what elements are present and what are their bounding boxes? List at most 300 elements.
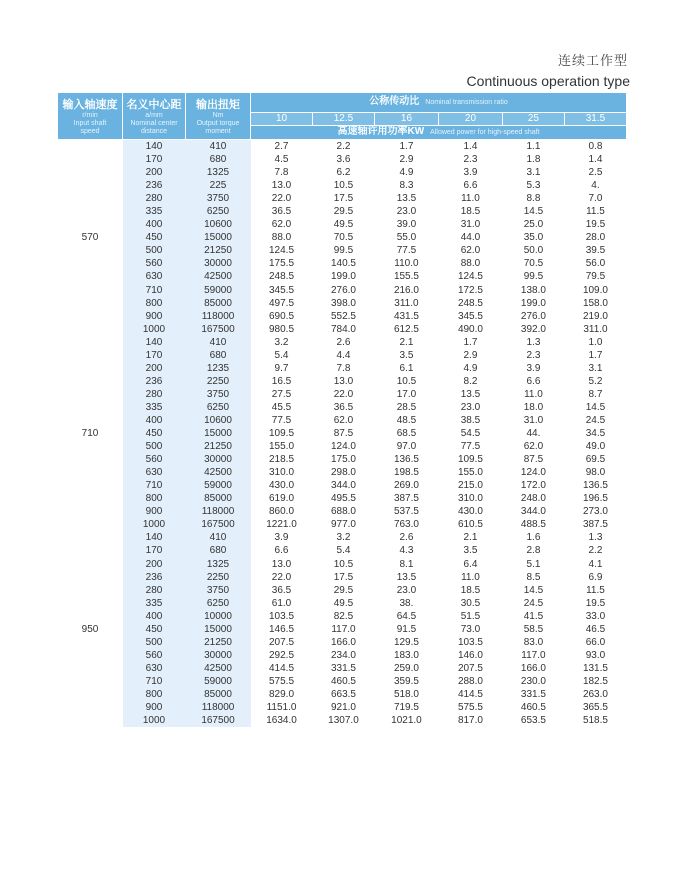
- power-cell: 3.1: [526, 167, 541, 179]
- ratio-header-cell: 25: [502, 113, 564, 126]
- power-cell: 87.5: [523, 454, 544, 466]
- power-cell: 276.0: [520, 310, 546, 322]
- power-cell: 10.5: [333, 180, 354, 192]
- power-cell: 22.0: [271, 193, 292, 205]
- table-row: [58, 558, 627, 571]
- table-row: [58, 492, 627, 505]
- power-cell: 1021.0: [391, 715, 422, 727]
- torque-cell: 6250: [186, 597, 251, 610]
- power-cell: 719.5: [393, 702, 419, 714]
- power-cell: 4.1: [588, 558, 603, 570]
- power-cell: 155.0: [457, 467, 483, 479]
- center-distance-cell: 560: [123, 257, 186, 270]
- center-distance-cell: 280: [123, 192, 186, 205]
- power-cell: 36.5: [271, 206, 292, 218]
- power-cell: 207.5: [268, 636, 295, 648]
- power-cell: 49.5: [333, 597, 354, 609]
- power-cell: 109.0: [582, 284, 608, 296]
- power-cell: 54.5: [460, 428, 481, 440]
- power-cell: 1151.0: [266, 702, 297, 714]
- power-cell: 83.0: [523, 636, 544, 648]
- power-cell: 172.5: [457, 284, 483, 296]
- power-cell: 1221.0: [266, 519, 297, 531]
- power-cell: 7.0: [588, 193, 603, 205]
- table-row: [58, 505, 627, 518]
- center-distance-cell: 200: [123, 362, 186, 375]
- table-row: [58, 531, 627, 544]
- power-cell: 49.0: [585, 441, 606, 453]
- power-cell: 136.5: [582, 480, 608, 492]
- header-center-distance: 名义中心距 a/mm Nominal center distance: [123, 93, 186, 140]
- power-cell: 2.5: [588, 167, 603, 179]
- power-cell: 817.0: [457, 715, 483, 727]
- table-row: [58, 662, 627, 675]
- power-cell: 155.0: [268, 441, 295, 453]
- center-distance-cell: 1000: [123, 714, 186, 727]
- power-cell: 575.5: [457, 702, 483, 714]
- power-cell: 14.5: [523, 584, 544, 596]
- power-cell: 124.5: [457, 271, 483, 283]
- speed-cell: 570: [58, 140, 123, 336]
- power-cell: 175.0: [330, 454, 356, 466]
- torque-cell: 3750: [186, 388, 251, 401]
- power-cell: 73.0: [460, 623, 481, 635]
- center-distance-cell: 236: [123, 179, 186, 192]
- table-row: [58, 375, 627, 388]
- power-cell: 103.5: [457, 636, 483, 648]
- power-cell: 2.3: [463, 154, 478, 166]
- power-cell: 11.5: [586, 206, 605, 218]
- power-cell: 216.0: [393, 284, 419, 296]
- power-cell: 288.0: [457, 675, 483, 687]
- power-cell: 17.5: [333, 193, 354, 205]
- torque-cell: 167500: [186, 518, 251, 531]
- table-row: [58, 166, 627, 179]
- table-row: [58, 140, 627, 154]
- torque-cell: 15000: [186, 623, 251, 636]
- power-cell: 518.0: [393, 688, 419, 700]
- power-cell: 1.6: [526, 532, 541, 544]
- power-cell: 99.5: [523, 271, 544, 283]
- power-cell: 234.0: [330, 649, 356, 661]
- center-distance-cell: 400: [123, 218, 186, 231]
- power-cell: 11.5: [586, 584, 605, 596]
- center-distance-cell: 710: [123, 479, 186, 492]
- power-cell: 77.5: [396, 245, 417, 257]
- power-cell: 1.4: [463, 141, 478, 153]
- power-cell: 3.6: [336, 154, 351, 166]
- power-cell: 977.0: [330, 519, 356, 531]
- power-cell: 175.5: [268, 258, 295, 270]
- power-cell: 6.6: [274, 545, 289, 557]
- power-cell: 6.9: [588, 571, 603, 583]
- power-cell: 19.5: [585, 219, 606, 231]
- power-cell: 182.5: [582, 675, 608, 687]
- power-cell: 22.0: [333, 388, 354, 400]
- power-cell: 1.0: [588, 336, 603, 348]
- power-cell: 298.0: [330, 467, 356, 479]
- table-row: [58, 571, 627, 584]
- torque-cell: 59000: [186, 675, 251, 688]
- power-cell: 8.2: [463, 375, 478, 387]
- power-cell: 2.6: [399, 532, 414, 544]
- power-cell: 2.9: [463, 349, 478, 361]
- power-cell: 431.5: [393, 310, 419, 322]
- power-cell: 6.4: [463, 558, 478, 570]
- torque-cell: 85000: [186, 688, 251, 701]
- power-cell: 1.4: [588, 154, 603, 166]
- power-cell: 612.5: [393, 323, 419, 335]
- power-cell: 4.3: [399, 545, 414, 557]
- power-cell: 16.5: [271, 375, 292, 387]
- power-cell: 129.5: [393, 636, 419, 648]
- power-cell: 763.0: [393, 519, 419, 531]
- torque-cell: 30000: [186, 257, 251, 270]
- power-cell: 11.0: [524, 388, 543, 400]
- center-distance-cell: 500: [123, 636, 186, 649]
- power-cell: 359.5: [393, 675, 419, 687]
- power-cell: 124.0: [520, 467, 546, 479]
- power-cell: 66.0: [585, 636, 606, 648]
- table-row: [58, 257, 627, 270]
- center-distance-cell: 560: [123, 649, 186, 662]
- power-cell: 8.3: [399, 180, 414, 192]
- table-row: [58, 714, 627, 727]
- power-cell: 13.5: [396, 193, 417, 205]
- table-row: [58, 153, 627, 166]
- power-cell: 14.5: [523, 206, 544, 218]
- power-cell: 38.: [399, 597, 414, 609]
- center-distance-cell: 450: [123, 427, 186, 440]
- table-row: [58, 440, 627, 453]
- center-distance-cell: 335: [123, 401, 186, 414]
- power-cell: 61.0: [271, 597, 292, 609]
- power-cell: 829.0: [268, 688, 295, 700]
- torque-cell: 1325: [186, 166, 251, 179]
- power-cell: 331.5: [520, 688, 546, 700]
- power-cell: 17.5: [333, 571, 354, 583]
- power-cell: 207.5: [457, 662, 483, 674]
- power-cell: 365.5: [582, 702, 608, 714]
- table-row: [58, 388, 627, 401]
- power-cell: 136.5: [393, 454, 419, 466]
- power-cell: 58.5: [523, 623, 544, 635]
- power-cell: 784.0: [330, 323, 356, 335]
- power-cell: 109.5: [268, 428, 295, 440]
- power-cell: 117.0: [331, 623, 356, 635]
- power-cell: 490.0: [457, 323, 483, 335]
- table-row: [58, 518, 627, 531]
- power-cell: 19.5: [585, 597, 606, 609]
- power-cell: 55.0: [396, 232, 417, 244]
- power-cell: 18.5: [460, 584, 481, 596]
- table-row: [58, 675, 627, 688]
- power-cell: 29.5: [333, 584, 354, 596]
- speed-cell: 950: [58, 531, 123, 727]
- header-power: 高速轴许用功率KW Allowed power for high-speed shaft: [251, 126, 627, 140]
- center-distance-cell: 170: [123, 153, 186, 166]
- center-distance-cell: 236: [123, 571, 186, 584]
- torque-cell: 118000: [186, 701, 251, 714]
- power-cell: 1307.0: [328, 715, 359, 727]
- power-cell: 79.5: [585, 271, 606, 283]
- power-cell: 497.5: [268, 297, 295, 309]
- power-cell: 99.5: [333, 245, 354, 257]
- power-cell: 1.3: [526, 336, 541, 348]
- power-cell: 17.0: [396, 388, 417, 400]
- torque-cell: 410: [186, 531, 251, 544]
- power-cell: 310.0: [457, 493, 483, 505]
- power-cell: 273.0: [582, 506, 608, 518]
- center-distance-cell: 200: [123, 166, 186, 179]
- power-cell: 6.2: [336, 167, 351, 179]
- power-cell: 62.0: [460, 245, 481, 257]
- table-row: [58, 479, 627, 492]
- torque-cell: 15000: [186, 427, 251, 440]
- torque-cell: 42500: [186, 270, 251, 283]
- power-cell: 7.8: [336, 362, 351, 374]
- power-cell: 124.5: [268, 245, 295, 257]
- power-cell: 146.0: [457, 649, 483, 661]
- torque-cell: 10000: [186, 610, 251, 623]
- power-cell: 11.0: [461, 193, 480, 205]
- power-cell: 9.7: [274, 362, 289, 374]
- power-cell: 430.0: [268, 480, 295, 492]
- table-row: [58, 323, 627, 336]
- power-cell: 215.0: [457, 480, 483, 492]
- power-cell: 36.5: [271, 584, 292, 596]
- table-row: [58, 218, 627, 231]
- power-cell: 663.5: [330, 688, 356, 700]
- power-cell: 276.0: [330, 284, 356, 296]
- power-cell: 488.5: [520, 519, 546, 531]
- power-cell: 4.4: [336, 349, 351, 361]
- power-cell: 56.0: [585, 258, 606, 270]
- power-cell: 13.0: [271, 558, 292, 570]
- power-cell: 31.0: [523, 415, 544, 426]
- power-cell: 23.0: [460, 401, 481, 413]
- center-distance-cell: 630: [123, 466, 186, 479]
- center-distance-cell: 710: [123, 284, 186, 297]
- center-distance-cell: 140: [123, 140, 186, 154]
- power-cell: 460.5: [520, 702, 546, 714]
- power-cell: 537.5: [393, 506, 419, 518]
- power-cell: 3.9: [463, 167, 478, 179]
- power-cell: 34.5: [585, 428, 606, 440]
- center-distance-cell: 500: [123, 440, 186, 453]
- power-cell: 8.7: [588, 388, 603, 400]
- power-cell: 3.2: [336, 532, 351, 544]
- power-cell: 146.5: [268, 623, 295, 635]
- specification-table: [57, 92, 627, 727]
- torque-cell: 21250: [186, 636, 251, 649]
- power-cell: 27.5: [271, 388, 292, 400]
- power-cell: 36.5: [333, 401, 354, 413]
- power-cell: 1.7: [463, 336, 478, 348]
- power-cell: 45.5: [271, 401, 292, 413]
- power-cell: 13.0: [333, 375, 354, 387]
- torque-cell: 10600: [186, 414, 251, 427]
- center-distance-cell: 450: [123, 623, 186, 636]
- table-row: [58, 231, 627, 244]
- power-cell: 2.2: [588, 545, 603, 557]
- torque-cell: 85000: [186, 492, 251, 505]
- torque-cell: 118000: [186, 310, 251, 323]
- power-cell: 398.0: [330, 297, 356, 309]
- power-cell: 10.5: [396, 375, 417, 387]
- power-cell: 3.5: [463, 545, 478, 557]
- power-cell: 2.6: [336, 336, 351, 348]
- power-cell: 69.5: [585, 454, 606, 466]
- power-cell: 155.5: [393, 271, 419, 283]
- ratio-header-cell: 16: [374, 113, 438, 126]
- power-cell: 619.0: [268, 493, 295, 505]
- table-row: [58, 701, 627, 714]
- power-cell: 248.0: [520, 493, 546, 505]
- power-cell: 110.0: [394, 258, 419, 270]
- ratio-header-cell: 20: [438, 113, 502, 126]
- power-cell: 1.7: [588, 349, 603, 361]
- table-row: [58, 336, 627, 349]
- power-cell: 46.5: [585, 623, 606, 635]
- power-cell: 5.4: [336, 545, 351, 557]
- table-row: [58, 310, 627, 323]
- page-title-cn: 连续工作型: [557, 53, 628, 68]
- power-cell: 310.0: [268, 467, 295, 479]
- power-cell: 218.5: [268, 454, 295, 466]
- center-distance-cell: 900: [123, 701, 186, 714]
- power-cell: 49.5: [333, 219, 354, 231]
- power-cell: 263.0: [582, 688, 608, 700]
- power-cell: 28.0: [585, 232, 606, 244]
- power-cell: 5.2: [588, 375, 603, 387]
- power-cell: 414.5: [268, 662, 295, 674]
- power-cell: 70.5: [333, 232, 354, 244]
- power-cell: 29.5: [333, 206, 354, 218]
- table-row: [58, 401, 627, 414]
- center-distance-cell: 800: [123, 688, 186, 701]
- power-cell: 2.1: [399, 336, 414, 348]
- power-cell: 259.0: [393, 662, 419, 674]
- power-cell: 88.0: [460, 258, 481, 270]
- torque-cell: 410: [186, 140, 251, 154]
- power-cell: 860.0: [268, 506, 295, 518]
- power-cell: 198.5: [393, 467, 419, 479]
- table-row: [58, 349, 627, 362]
- torque-cell: 21250: [186, 440, 251, 453]
- power-cell: 88.0: [271, 232, 292, 244]
- power-cell: 172.0: [520, 480, 546, 492]
- power-cell: 51.5: [460, 610, 481, 622]
- power-cell: 4.: [591, 180, 600, 192]
- power-cell: 6.1: [399, 362, 414, 374]
- power-cell: 311.0: [394, 297, 419, 309]
- power-cell: 62.0: [333, 415, 354, 426]
- center-distance-cell: 280: [123, 388, 186, 401]
- ratio-header-cell: 10: [251, 113, 313, 126]
- power-cell: 8.1: [399, 558, 414, 570]
- power-cell: 980.5: [268, 323, 295, 335]
- torque-cell: 30000: [186, 649, 251, 662]
- speed-cell: 710: [58, 336, 123, 532]
- table-body: [58, 140, 627, 728]
- table-row: [58, 179, 627, 192]
- power-cell: 39.5: [585, 245, 606, 257]
- power-cell: 552.5: [330, 310, 356, 322]
- center-distance-cell: 335: [123, 597, 186, 610]
- center-distance-cell: 710: [123, 675, 186, 688]
- power-cell: 166.0: [520, 662, 546, 674]
- power-cell: 13.5: [460, 388, 481, 400]
- torque-cell: 118000: [186, 505, 251, 518]
- power-cell: 11.0: [461, 571, 480, 583]
- torque-cell: 6250: [186, 401, 251, 414]
- torque-cell: 3750: [186, 584, 251, 597]
- torque-cell: 167500: [186, 714, 251, 727]
- power-cell: 3.9: [526, 362, 541, 374]
- power-cell: 28.5: [396, 401, 417, 413]
- torque-cell: 2250: [186, 375, 251, 388]
- power-cell: 5.1: [526, 558, 541, 570]
- power-cell: 24.5: [523, 597, 544, 609]
- ratio-header-cell: 12.5: [312, 113, 374, 126]
- power-cell: 25.0: [523, 219, 544, 231]
- center-distance-cell: 560: [123, 453, 186, 466]
- power-cell: 98.0: [585, 467, 606, 479]
- power-cell: 68.5: [396, 428, 417, 440]
- power-cell: 199.0: [330, 271, 356, 283]
- table-row: [58, 623, 627, 636]
- torque-cell: 225: [186, 179, 251, 192]
- power-cell: 39.0: [396, 219, 417, 231]
- power-cell: 230.0: [520, 675, 546, 687]
- power-cell: 5.4: [274, 349, 289, 361]
- power-cell: 35.0: [523, 232, 544, 244]
- power-cell: 131.5: [582, 662, 608, 674]
- center-distance-cell: 400: [123, 610, 186, 623]
- center-distance-cell: 900: [123, 505, 186, 518]
- power-cell: 219.0: [582, 310, 608, 322]
- torque-cell: 30000: [186, 453, 251, 466]
- power-cell: 2.1: [463, 532, 478, 544]
- power-cell: 44.: [526, 428, 541, 440]
- power-cell: 48.5: [396, 415, 417, 426]
- power-cell: 3.1: [588, 362, 603, 374]
- power-cell: 109.5: [457, 454, 483, 466]
- table-row: [58, 636, 627, 649]
- power-cell: 18.0: [523, 401, 544, 413]
- power-cell: 414.5: [457, 688, 483, 700]
- center-distance-cell: 236: [123, 375, 186, 388]
- torque-cell: 680: [186, 544, 251, 557]
- power-cell: 392.0: [520, 323, 546, 335]
- power-cell: 13.0: [271, 180, 292, 192]
- center-distance-cell: 170: [123, 544, 186, 557]
- power-cell: 158.0: [582, 297, 608, 309]
- power-cell: 62.0: [271, 219, 292, 231]
- torque-cell: 2250: [186, 571, 251, 584]
- power-cell: 23.0: [396, 206, 417, 218]
- table-row: [58, 427, 627, 440]
- table-row: [58, 244, 627, 257]
- torque-cell: 42500: [186, 466, 251, 479]
- torque-cell: 10600: [186, 218, 251, 231]
- power-cell: 331.5: [330, 662, 356, 674]
- center-distance-cell: 1000: [123, 518, 186, 531]
- table-row: [58, 610, 627, 623]
- power-cell: 3.5: [399, 349, 414, 361]
- center-distance-cell: 630: [123, 662, 186, 675]
